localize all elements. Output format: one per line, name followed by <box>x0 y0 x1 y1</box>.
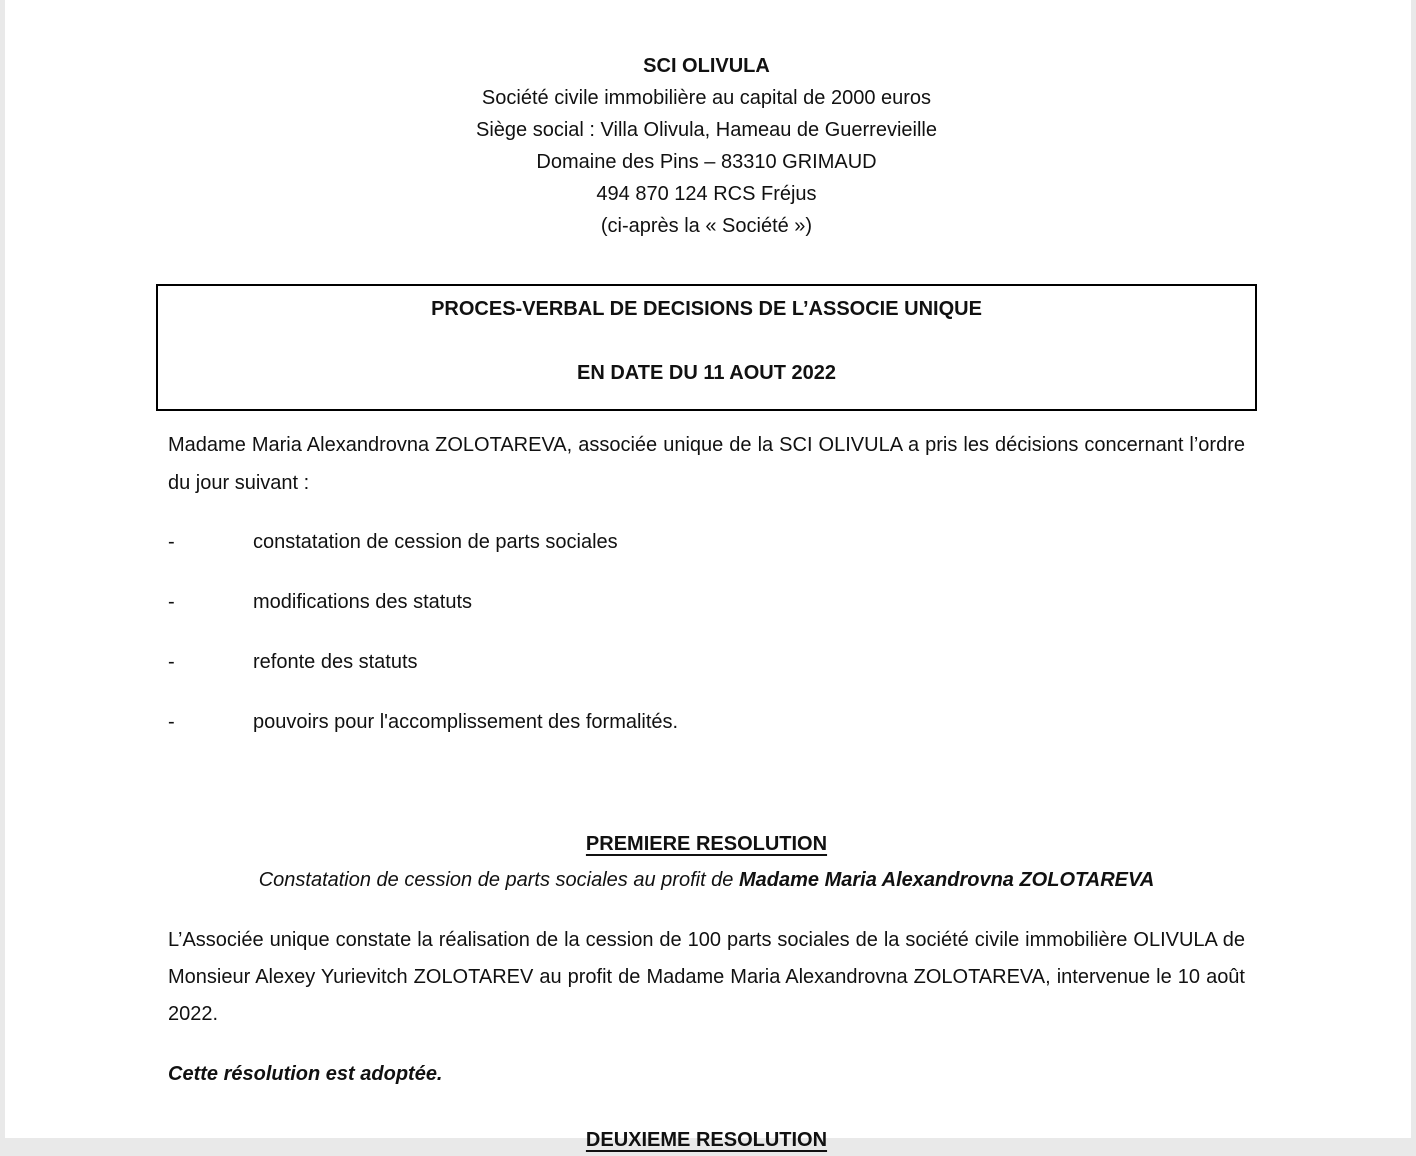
intro-paragraph: Madame Maria Alexandrovna ZOLOTAREVA, associée unique de la SCI OLIVULA a pris les décisions concernant l’ordre du jour suivant : <box>168 434 1245 494</box>
agenda-item-text: pouvoirs pour l'accomplissement des formalités. <box>253 711 679 733</box>
company-name: SCI OLIVULA <box>643 55 770 77</box>
pv-title: PROCES-VERBAL DE DECISIONS DE L’ASSOCIE UNIQUE <box>431 298 982 320</box>
company-address-line1: Siège social : Villa Olivula, Hameau de Guerrevieille <box>476 119 937 141</box>
agenda-item-text: modifications des statuts <box>253 591 472 613</box>
company-capital-line: Société civile immobilière au capital de 2000 euros <box>481 87 932 109</box>
resolution1-subtitle-text: Constatation de cession de parts sociales au profit de <box>258 869 739 891</box>
resolution1-body: L’Associée unique constate la réalisation de la cession de 100 parts sociales de la société civile immobilière OLIVULA de Monsieur Alexey Yurievitch ZOLOTAREV au profit de Madame Maria Alexandrovna ZOLOTAREVA, intervenue le 10 août 2022. <box>168 929 1245 1025</box>
resolution2-heading <box>168 1124 1245 1156</box>
agenda-item-text: constatation de cession de parts sociales <box>253 531 618 553</box>
agenda-item <box>168 703 1245 741</box>
adoption-statement: Cette résolution est adoptée. <box>168 1063 443 1085</box>
agenda-item <box>168 583 1245 621</box>
document-content <box>168 50 1245 1156</box>
company-alias-line: (ci-après la « Société ») <box>600 215 813 237</box>
pv-date: EN DATE DU 11 AOUT 2022 <box>577 362 836 384</box>
agenda-list <box>168 523 1245 741</box>
title-box <box>156 284 1257 411</box>
bullet-marker: - <box>168 651 175 673</box>
company-rcs-line: 494 870 124 RCS Fréjus <box>596 183 817 205</box>
agenda-item <box>168 523 1245 561</box>
resolution1-subtitle-name: Madame Maria Alexandrovna ZOLOTAREVA <box>739 869 1155 891</box>
resolution1-heading-text: PREMIERE RESOLUTION <box>585 833 828 855</box>
resolution2-heading-text: DEUXIEME RESOLUTION <box>585 1129 828 1151</box>
company-header <box>168 50 1245 242</box>
resolution1-heading <box>168 828 1245 860</box>
company-address-line2: Domaine des Pins – 83310 GRIMAUD <box>536 151 877 173</box>
agenda-item <box>168 643 1245 681</box>
resolution1-subtitle <box>168 862 1245 898</box>
bullet-marker: - <box>168 711 175 733</box>
bullet-marker: - <box>168 591 175 613</box>
bullet-marker: - <box>168 531 175 553</box>
agenda-item-text: refonte des statuts <box>253 651 418 673</box>
document-page <box>5 0 1411 1151</box>
